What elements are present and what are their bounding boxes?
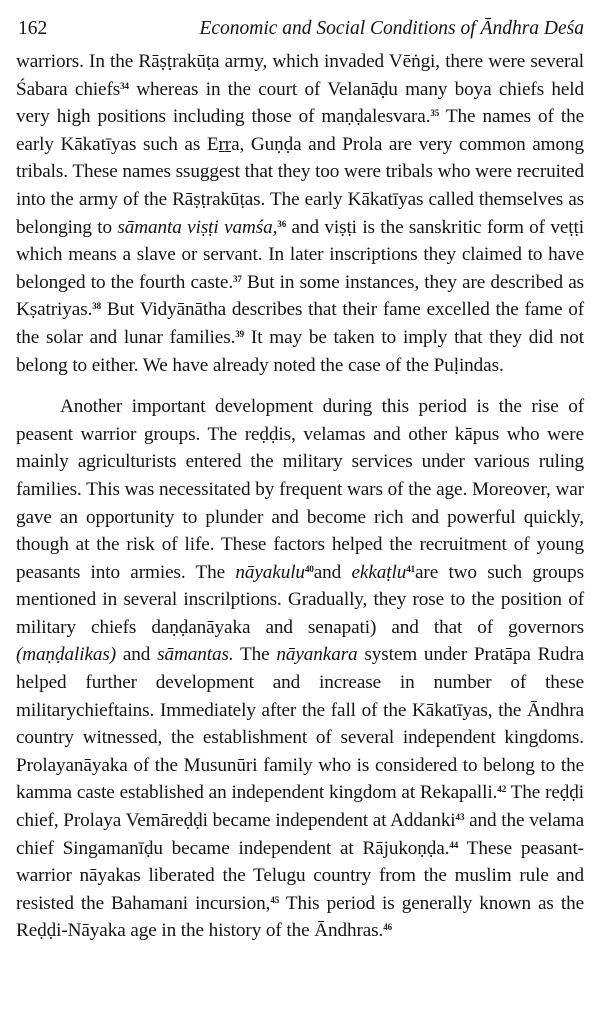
italic-term: nāyakulu [235,561,305,583]
text-run: It may be taken to imply that they did not belong to either. We have already noted the case of the Puḷindas. [16,326,584,376]
running-title: Economic and Social Conditions of Āndhra Deśa [199,18,584,39]
footnote-ref-45: 45 [270,894,280,905]
text-run: warriors. In the Rāṣṭrakūṭa army, which invaded Vēṅgi, there were several Śabara chiefs [16,51,584,100]
footnote-ref-46: 46 [383,922,393,933]
text-run: The reḍḍi chief, Prolaya Vemāreḍḍi became independent at Addanki [16,782,584,832]
text-run: This period is generally known as the Reḍḍi-Nāyaka age in the history of the Āndhras. [16,892,584,942]
body-text [16,48,584,945]
footnote-ref-43: 43 [455,812,465,823]
footnote-ref-40: 40 [304,563,314,574]
text-run: But Vidyānātha describes that their fame excelled the fame of the solar and lunar families. [16,299,584,348]
footnote-ref-39: 39 [235,328,245,339]
italic-term: ekkaṭlu [351,561,407,583]
footnote-ref-38: 38 [92,301,102,312]
footnote-ref-34: 34 [120,80,129,91]
text-run: The names of the early Kākatīyas such as Eṟṟa, Guṇḍa and Prola are very common among tribals. These names ssuggest that they too were tribals who were recruited into the army of the Rāṣṭrakūṭas. The early Kākatīyas called themselves as belonging to [16,106,584,238]
text-run: But in some instances, they are described as Kṣatriyas. [16,271,584,321]
footnote-ref-44: 44 [449,839,459,850]
text-run: and viṣṭi is the sanskritic form of veṭṭi which means a slave or servant. In later inscriptions they claimed to have belonged to the fourth caste. [16,216,584,293]
text-run: system under Pratāpa Rudra helped further development and increase in number of these militarychieftains. Immediately after the fall of the Kākatīyas, the Āndhra country witnessed, the establishment of several independent kingdoms. Prolayanāyaka of the Musunūri family who is considered to belong to the kamma caste established an independent kingdom at Rekapalli. [16,644,584,804]
text-run: are two such groups mentioned in several inscrilptions. Gradually, they rose to the position of military chiefs daṇḍanāyaka and senapati) and that of governors [16,561,584,638]
text-run: These peasant-warrior nāyakas liberated the Telugu country from the muslim rule and resisted the Bahamani incursion, [16,837,584,914]
text-run: The [233,644,277,666]
footnote-ref-41: 41 [406,563,415,574]
page-number: 162 [18,18,48,39]
italic-term: sāmantas. [157,644,234,666]
footnote-ref-36: 36 [277,218,287,229]
text-run: and [116,644,158,666]
footnote-ref-37: 37 [233,273,242,284]
text-run: Another important development during this period is the rise of peasent warrior groups. The reḍḍis, velamas and other kāpus who were mainly agriculturists entered the military services under various ruling families. This was necessitated by frequent wars of the age. Moreover, war gave an opportunity to plunder and become rich and powerful quickly, though at the risk of life. These factors helped the recruitment of young peasants into armies. The [16,396,584,583]
italic-term: nāyankara [276,644,358,666]
footnote-ref-42: 42 [497,784,507,795]
paragraph-2 [16,393,584,945]
italic-term: (maṇḍalikas) [16,644,117,666]
text-run: and the velama chief Singamanīḍu became independent at Rājukoṇḍa. [16,810,585,859]
footnote-ref-35: 35 [430,108,440,119]
book-page [16,14,584,945]
paragraph-1 [16,48,584,379]
text-run: and [313,561,352,583]
italic-term: sāmanta viṣṭi vamśa, [117,216,278,238]
text-run: whereas in the court of Velanāḍu many boya chiefs held very high positions including those of maṇḍalesvara. [16,78,585,128]
running-head [16,14,584,48]
